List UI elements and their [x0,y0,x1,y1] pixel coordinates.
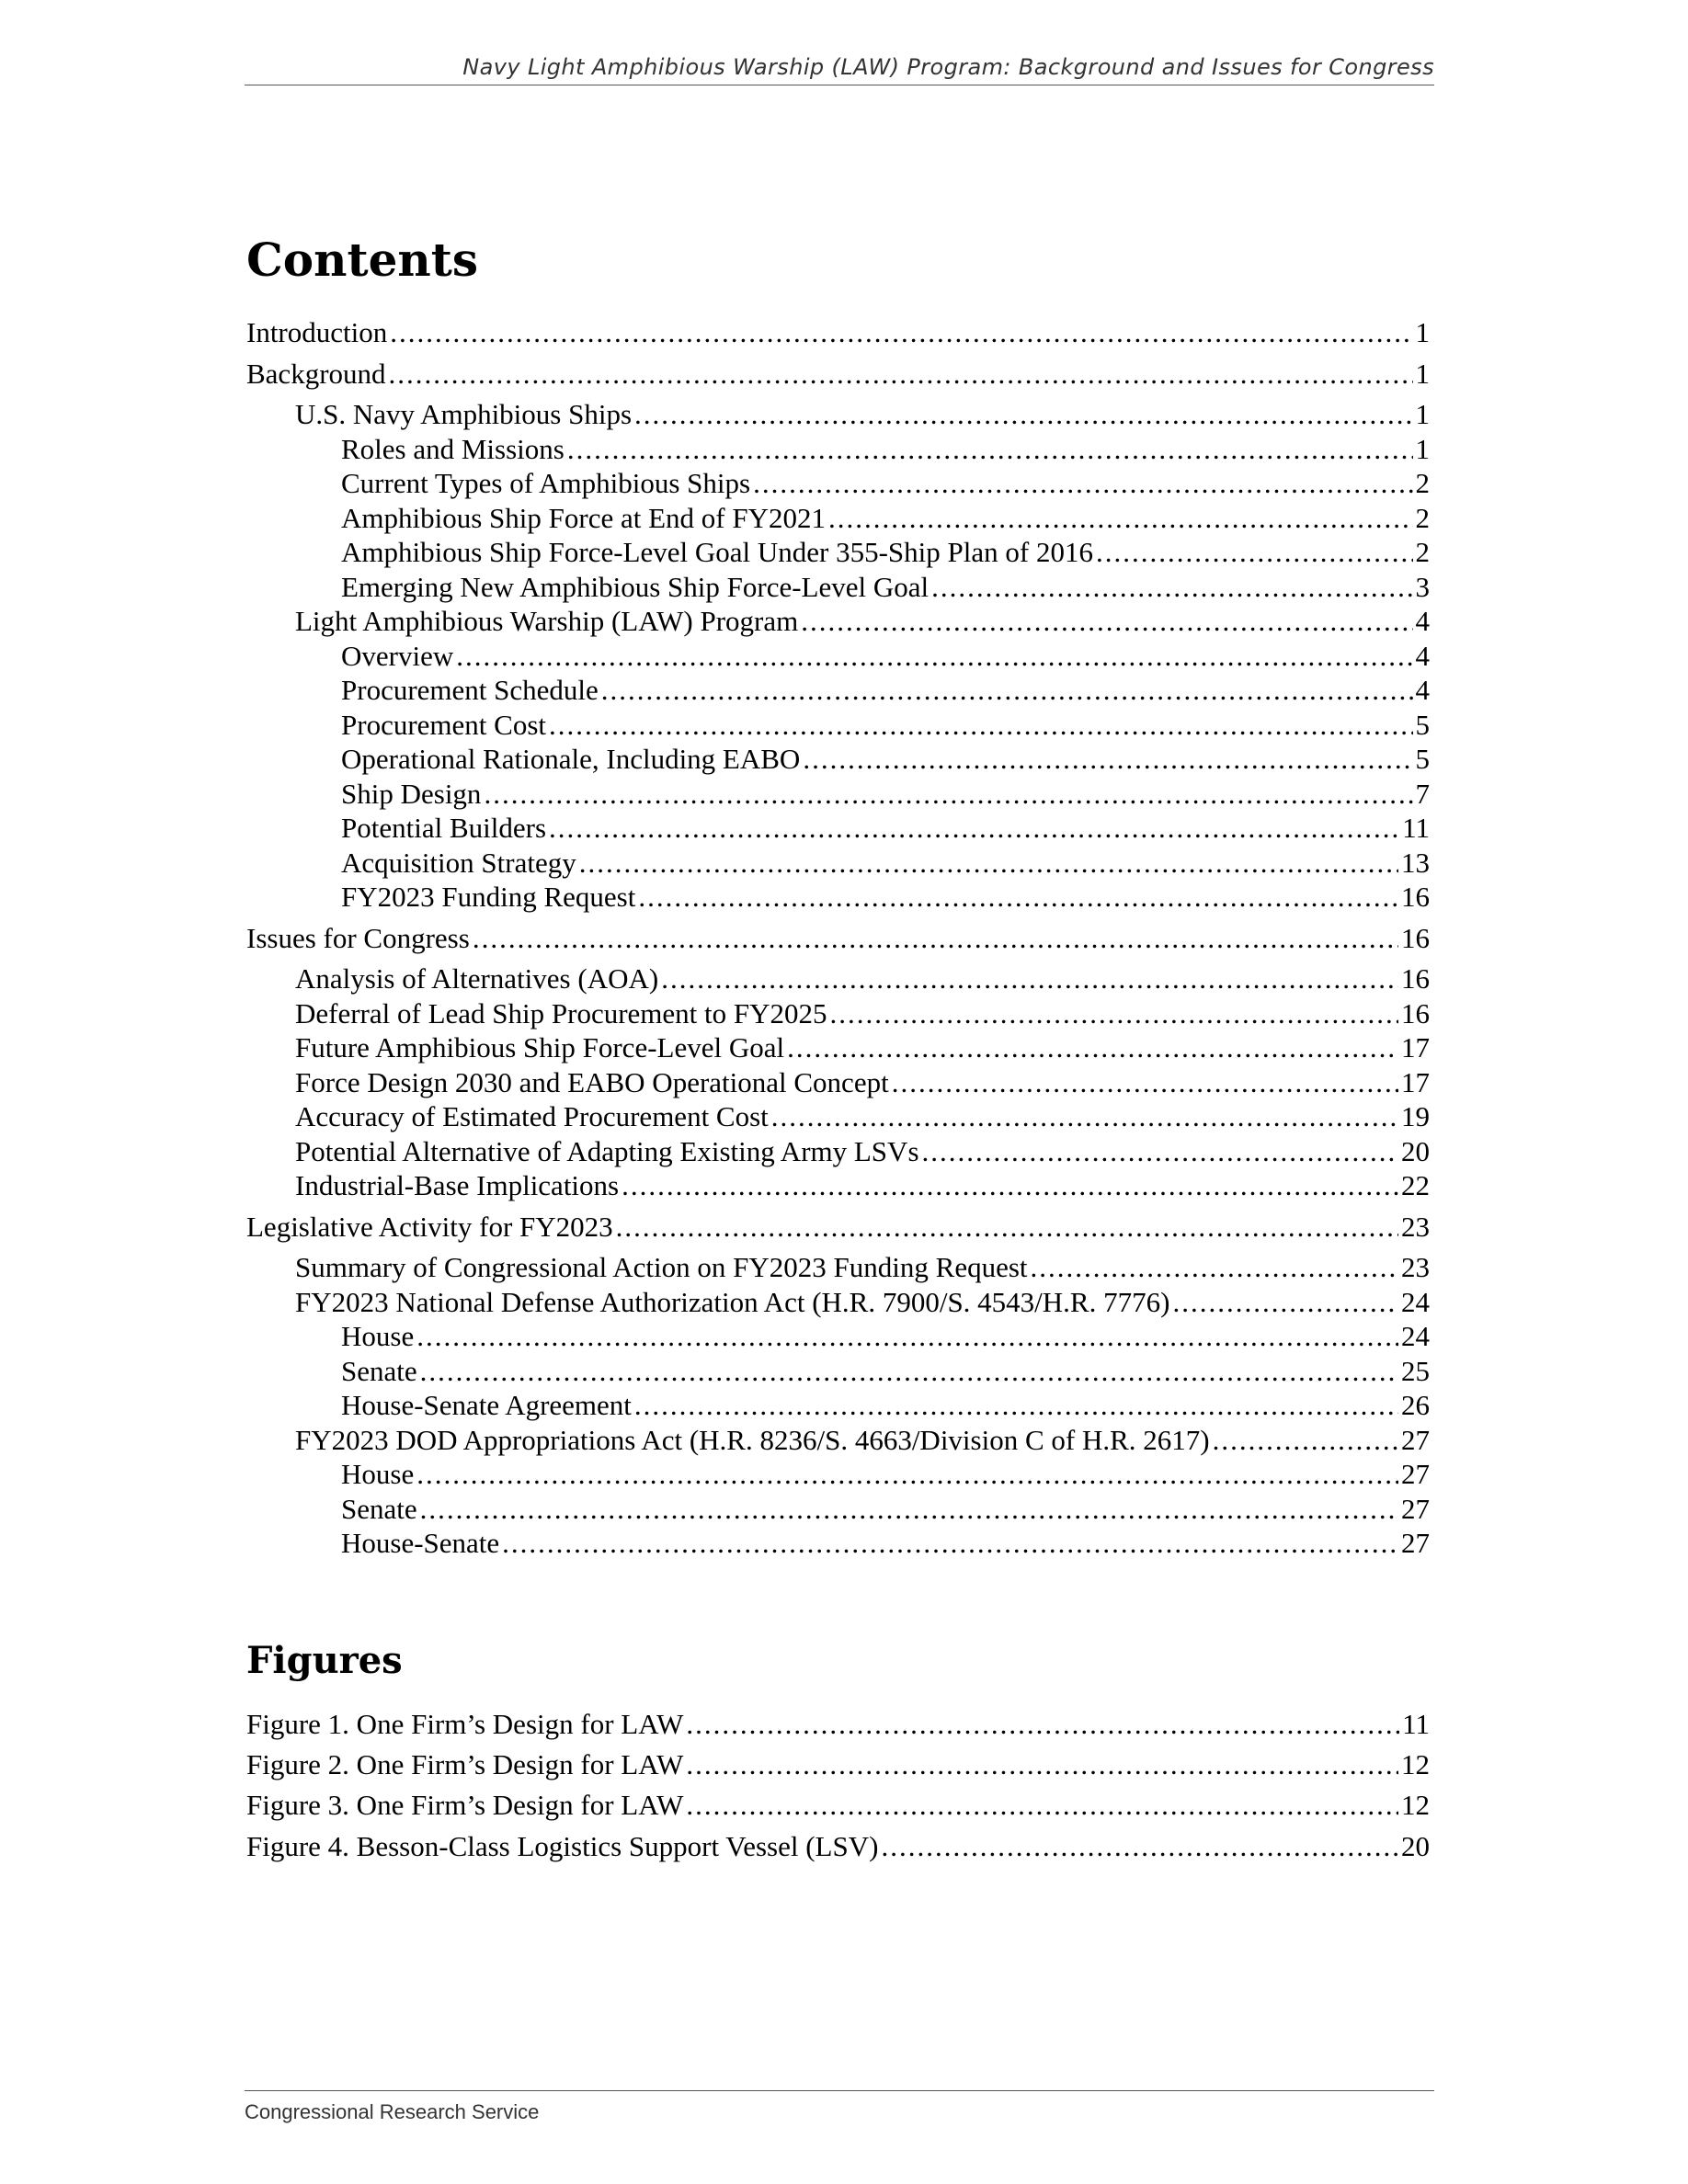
toc-label: House-Senate Agreement [341,1389,632,1421]
toc-entry-issues-for-congress[interactable] [246,921,1430,956]
toc-entry-operational-rationale[interactable] [246,742,1430,777]
toc-label: Summary of Congressional Action on FY2023 Funding Request [295,1251,1028,1283]
toc-label: Roles and Missions [341,432,565,465]
toc-label: House [341,1458,415,1490]
figure-entry-1[interactable] [246,1704,1430,1745]
figure-label: Figure 1. One Firm’s Design for LAW [246,1708,684,1740]
dot-leader [686,1785,1398,1826]
toc-entry-army-lsvs[interactable] [246,1134,1430,1169]
toc-entry-deferral-lead-ship[interactable] [246,996,1430,1031]
toc-entry-law-program[interactable] [246,604,1430,639]
dot-leader [634,397,1412,432]
toc-entry-appropriations-act[interactable] [246,1423,1430,1458]
toc-entry-ndaa-house[interactable] [246,1319,1430,1354]
toc-page-number: 1 [1415,357,1430,390]
dot-leader [803,742,1412,777]
dot-leader [1031,1250,1398,1285]
toc-entry-accuracy-cost[interactable] [246,1099,1430,1134]
toc-label: Deferral of Lead Ship Procurement to FY2025 [295,996,827,1029]
toc-page-number: 3 [1415,570,1430,603]
toc-page-number: 24 [1401,1320,1430,1352]
toc-label: Background [246,357,386,390]
toc-entry-ndaa-house-senate-agreement[interactable] [246,1388,1430,1423]
toc-entry-approps-senate[interactable] [246,1492,1430,1527]
toc-entry-ndaa-senate[interactable] [246,1354,1430,1389]
toc-entry-fy2023-funding-request[interactable] [246,880,1430,915]
toc-entry-ship-design[interactable] [246,777,1430,812]
toc-label: Senate [341,1354,417,1387]
toc-page-number: 2 [1415,467,1430,499]
toc-entry-current-types[interactable] [246,466,1430,501]
toc-page-number: 1 [1415,432,1430,465]
toc-page-number: 27 [1401,1527,1430,1559]
toc-page-number: 1 [1415,398,1430,430]
toc-entry-us-navy-amphibious-ships[interactable] [246,397,1430,432]
toc-page-number: 23 [1401,1251,1430,1283]
dot-leader [1213,1423,1398,1458]
toc-label: Operational Rationale, Including EABO [341,743,801,775]
toc-label: Emerging New Amphibious Ship Force-Level Goal [341,570,930,603]
toc-page-number: 26 [1401,1389,1430,1421]
toc-label: Industrial-Base Implications [295,1169,620,1201]
dot-leader [881,1826,1398,1867]
dot-leader [484,777,1412,812]
toc-label: Procurement Cost [341,708,546,741]
toc-entry-procurement-schedule[interactable] [246,673,1430,708]
running-header: Navy Light Amphibious Warship (LAW) Program: Background and Issues for Congress [245,57,1434,85]
toc-entry-acquisition-strategy[interactable] [246,846,1430,881]
dot-leader [753,466,1412,501]
dot-leader [420,1354,1398,1389]
toc-label: Acquisition Strategy [341,846,576,879]
toc-entry-roles-and-missions[interactable] [246,432,1430,467]
toc-page-number: 4 [1415,639,1430,672]
toc-label: FY2023 National Defense Authorization Act (H.R. 7900/S. 4543/H.R. 7776) [295,1285,1170,1318]
dot-leader [389,357,1413,392]
toc-page-number: 24 [1401,1285,1430,1318]
toc-entry-force-level-goal-355[interactable] [246,535,1430,570]
dot-leader [622,1168,1398,1203]
dot-leader [686,1745,1398,1785]
dot-leader [579,846,1398,881]
toc-page-number: 25 [1401,1354,1430,1387]
toc-entry-legislative-activity[interactable] [246,1210,1430,1245]
dot-leader [892,1065,1398,1100]
figure-page-number: 12 [1401,1748,1430,1781]
toc-entry-industrial-base[interactable] [246,1168,1430,1203]
dot-leader [634,1388,1398,1423]
dot-leader [801,604,1412,639]
dot-leader [830,996,1398,1031]
toc-entry-force-design-2030[interactable] [246,1065,1430,1100]
dot-leader [416,1319,1398,1354]
toc-entry-ndaa[interactable] [246,1285,1430,1320]
toc-entry-potential-builders[interactable] [246,811,1430,846]
toc-label: Force Design 2030 and EABO Operational Concept [295,1065,889,1098]
toc-label: FY2023 Funding Request [341,881,636,913]
toc-page-number: 4 [1415,674,1430,706]
toc-page-number: 1 [1415,316,1430,348]
toc-entry-overview[interactable] [246,639,1430,674]
toc-label: Future Amphibious Ship Force-Level Goal [295,1031,785,1064]
toc-page-number: 16 [1401,921,1430,954]
toc-label: Amphibious Ship Force-Level Goal Under 355-Ship Plan of 2016 [341,536,1093,568]
dot-leader [828,501,1413,536]
toc-label: Introduction [246,316,388,348]
dot-leader [420,1492,1398,1527]
running-footer: Congressional Research Service [245,2090,1434,2124]
toc-page-number: 5 [1415,708,1430,741]
toc-entry-introduction[interactable] [246,315,1430,350]
dot-leader [390,315,1412,350]
toc-label: House [341,1320,415,1352]
toc-label: Senate [341,1492,417,1525]
toc-page-number: 11 [1402,812,1430,844]
toc-label: Amphibious Ship Force at End of FY2021 [341,501,826,534]
toc-page-number: 23 [1401,1210,1430,1243]
toc-page-number: 19 [1401,1100,1430,1132]
dot-leader [771,1099,1398,1134]
figure-entry-2[interactable] [246,1745,1430,1785]
dot-leader [1096,535,1413,570]
toc-page-number: 27 [1401,1492,1430,1525]
toc-page-number: 17 [1401,1065,1430,1098]
dot-leader [549,811,1399,846]
toc-entry-force-end-fy2021[interactable] [246,501,1430,536]
toc-label: Light Amphibious Warship (LAW) Program [295,605,799,637]
toc-page-number: 22 [1401,1169,1430,1201]
figure-page-number: 12 [1401,1789,1430,1822]
figure-page-number: 11 [1402,1708,1430,1740]
dot-leader [661,961,1398,996]
dot-leader [1172,1285,1398,1320]
toc-label: Current Types of Amphibious Ships [341,467,751,499]
toc-page-number: 27 [1401,1458,1430,1490]
toc-page-number: 5 [1415,743,1430,775]
toc-label: Potential Builders [341,812,547,844]
toc-entry-future-force-level-goal[interactable] [246,1030,1430,1065]
dot-leader [416,1457,1398,1492]
toc-page-number: 17 [1401,1031,1430,1064]
toc-label: House-Senate [341,1527,500,1559]
toc-label: Accuracy of Estimated Procurement Cost [295,1100,769,1132]
dot-leader [456,639,1412,674]
toc-entry-aoa[interactable] [246,961,1430,996]
figure-page-number: 20 [1401,1829,1430,1862]
toc-entry-background[interactable] [246,357,1430,392]
toc-page-number: 16 [1401,996,1430,1029]
dot-leader [931,570,1412,605]
toc-label: Analysis of Alternatives (AOA) [295,962,659,995]
toc-page-number: 7 [1415,777,1430,810]
dot-leader [549,708,1413,743]
contents-heading: Contents [246,233,479,287]
toc-page-number: 16 [1401,881,1430,913]
toc-label: Procurement Schedule [341,674,599,706]
toc-page-number: 13 [1401,846,1430,879]
toc-label: Ship Design [341,777,482,810]
figure-label: Figure 4. Besson-Class Logistics Support Vessel (LSV) [246,1829,879,1862]
figure-entry-4[interactable] [246,1826,1430,1867]
figure-entry-3[interactable] [246,1785,1430,1826]
dot-leader [686,1704,1399,1745]
toc-entry-approps-house-senate[interactable] [246,1526,1430,1561]
toc-entry-summary-congressional-action[interactable] [246,1250,1430,1285]
toc-entry-emerging-goal[interactable] [246,570,1430,605]
dot-leader [922,1134,1398,1169]
toc-page-number: 4 [1415,605,1430,637]
toc-entry-approps-house[interactable] [246,1457,1430,1492]
list-of-figures [246,1704,1430,1867]
toc-label: Potential Alternative of Adapting Existing Army LSVs [295,1134,919,1167]
table-of-contents [246,315,1430,1561]
toc-label: FY2023 DOD Appropriations Act (H.R. 8236/S. 4663/Division C of H.R. 2617) [295,1423,1210,1456]
dot-leader [638,880,1398,915]
dot-leader [787,1030,1398,1065]
toc-label: Issues for Congress [246,921,470,954]
dot-leader [502,1526,1398,1561]
toc-label: Legislative Activity for FY2023 [246,1210,613,1243]
toc-page-number: 27 [1401,1423,1430,1456]
toc-page-number: 20 [1401,1134,1430,1167]
dot-leader [616,1210,1398,1245]
dot-leader [473,921,1398,956]
toc-page-number: 16 [1401,962,1430,995]
toc-entry-procurement-cost[interactable] [246,708,1430,743]
dot-leader [567,432,1413,467]
figures-heading: Figures [246,1639,403,1682]
toc-page-number: 2 [1415,501,1430,534]
figure-label: Figure 2. One Firm’s Design for LAW [246,1748,684,1781]
toc-label: U.S. Navy Amphibious Ships [295,398,633,430]
toc-label: Overview [341,639,454,672]
figure-label: Figure 3. One Firm’s Design for LAW [246,1789,684,1822]
dot-leader [601,673,1413,708]
toc-page-number: 2 [1415,536,1430,568]
